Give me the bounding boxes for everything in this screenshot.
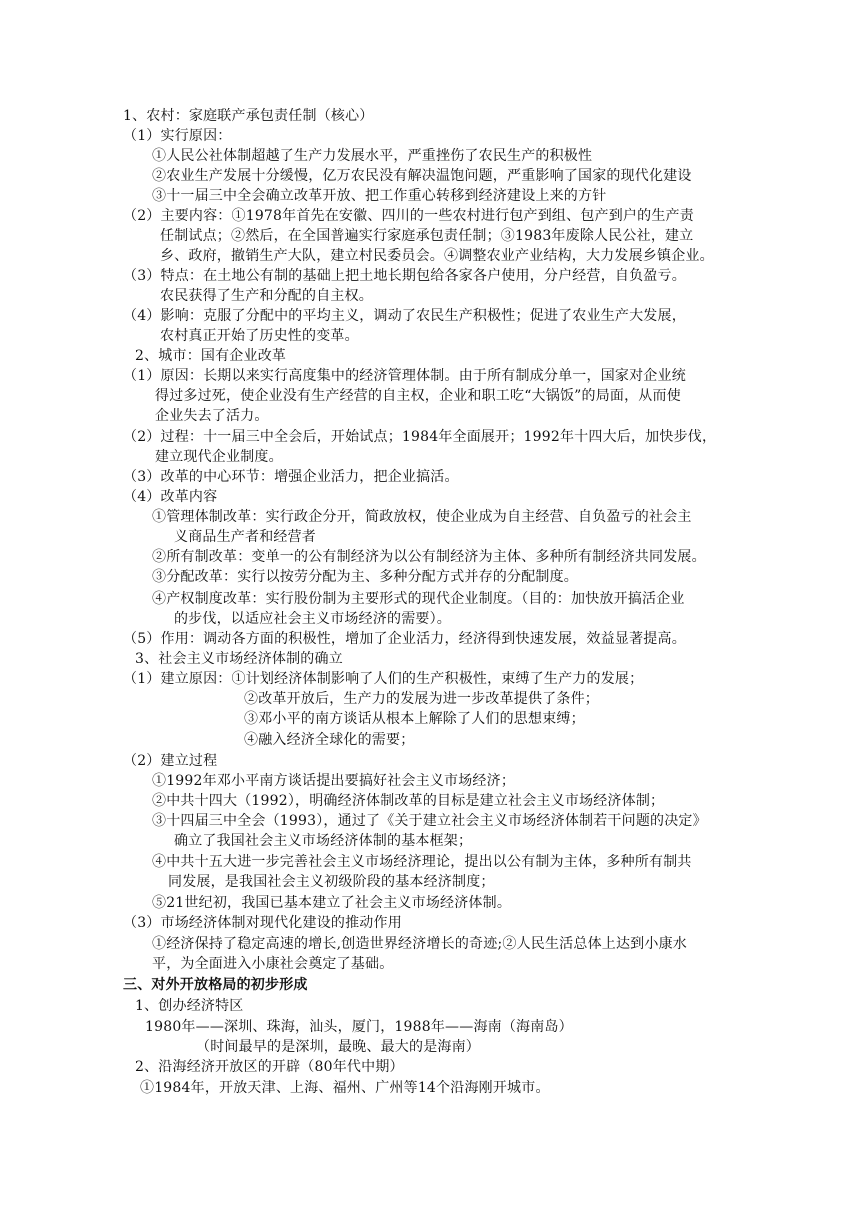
paragraph-line: 1980年——深圳、珠海，汕头，厦门，1988年——海南（海南岛） (145, 1019, 573, 1035)
list-item: ①经济保持了稳定高速的增长,创造世界经济增长的奇迹;②人民生活总体上达到小康水 (152, 936, 687, 952)
list-item: ④产权制度改革：实行股份制为主要形式的现代企业制度。（目的：加快放开搞活企业 (152, 591, 685, 607)
section-heading: 2、城市：国有企业改革 (135, 348, 287, 364)
list-item: ②改革开放后，生产力的发展为进一步改革提供了条件； (244, 691, 599, 707)
list-item-continuation: 的步伐，以适应社会主义市场经济的需要）。 (174, 611, 451, 627)
subheading: （4）改革内容 (123, 489, 218, 505)
subheading: （2）建立过程 (123, 753, 218, 769)
list-item-continuation: 同发展，是我国社会主义初级阶段的基本经济制度； (168, 874, 495, 890)
list-item: ①管理体制改革：实行政企分开，简政放权，使企业成为自主经营、自负盈亏的社会主 (152, 509, 692, 525)
paragraph-line: 任制试点；②然后，在全国普遍实行家庭承包责任制；③1983年废除人民公社，建立 (160, 228, 694, 244)
subheading: （1）实行原因： (123, 128, 232, 144)
paragraph-line: （4）影响：克服了分配中的平均主义，调动了农民生产积极性；促进了农业生产大发展， (123, 308, 686, 324)
paragraph-line: （时间最早的是深圳，最晚、最大的是海南） (196, 1039, 480, 1055)
list-item: ③邓小平的南方谈话从根本上解除了人们的思想束缚； (244, 711, 585, 727)
list-item: ②所有制改革：变单一的公有制经济为以公有制经济为主体、多种所有制经济共同发展。 (152, 549, 706, 565)
section-heading: 1、农村：家庭联产承包责任制（核心） (123, 108, 374, 124)
subheading: （3）市场经济体制对现代化建设的推动作用 (123, 915, 402, 931)
section-heading: 1、创办经济特区 (135, 998, 244, 1014)
chapter-heading: 三、对外开放格局的初步形成 (123, 977, 308, 993)
paragraph-line: 企业失去了活力。 (155, 408, 269, 424)
list-item: ①1992年邓小平南方谈话提出要搞好社会主义市场经济； (152, 773, 516, 789)
list-item-continuation: 平，为全面进入小康社会奠定了基础。 (152, 956, 394, 972)
paragraph-line: （1）建立原因：①计划经济体制影响了人们的生产积极性，束缚了生产力的发展； (123, 671, 644, 687)
paragraph-line: （1）原因：长期以来实行高度集中的经济管理体制。由于所有制成分单一，国家对企业统 (123, 368, 686, 384)
paragraph-line: （3）特点：在土地公有制的基础上把土地长期包给各家各户使用，分户经营，自负盈亏。 (123, 268, 686, 284)
paragraph-line: 得过多过死，使企业没有生产经营的自主权，企业和职工吃“大锅饭”的局面，从而使 (155, 388, 681, 404)
list-item: ③十一届三中全会确立改革开放、把工作重心转移到经济建设上来的方针 (152, 188, 607, 204)
list-item: ③分配改革：实行以按劳分配为主、多种分配方式并存的分配制度。 (152, 569, 578, 585)
list-item: ⑤21世纪初，我国已基本建立了社会主义市场经济体制。 (152, 895, 512, 911)
list-item: ①人民公社体制超越了生产力发展水平，严重挫伤了农民生产的积极性 (152, 148, 593, 164)
list-item: ④融入经济全球化的需要； (244, 732, 415, 748)
paragraph-line: （5）作用：调动各方面的积极性，增加了企业活力，经济得到快速发展，效益显著提高。 (123, 631, 686, 647)
paragraph-line: 农民获得了生产和分配的自主权。 (160, 288, 373, 304)
section-heading: 2、沿海经济开放区的开辟（80年代中期） (135, 1059, 404, 1075)
list-item: ②中共十四大（1992），明确经济体制改革的目标是建立社会主义市场经济体制； (152, 793, 665, 809)
list-item-continuation: 确立了我国社会主义市场经济体制的基本框架； (174, 833, 473, 849)
paragraph-line: （3）改革的中心环节：增强企业活力，把企业搞活。 (123, 469, 459, 485)
paragraph-line: （2）主要内容：①1978年首先在安徽、四川的一些农村进行包产到组、包产到户的生产责 (123, 208, 694, 224)
list-item-continuation: 义商品生产者和经营者 (174, 529, 316, 545)
paragraph-line: 乡、政府，撤销生产大队，建立村民委员会。④调整农业产业结构，大力发展乡镇企业。 (160, 248, 714, 264)
list-item: ③十四届三中全会（1993），通过了《关于建立社会主义市场经济体制若干问题的决定》 (152, 813, 707, 829)
list-item: ②农业生产发展十分缓慢，亿万农民没有解决温饱问题，严重影响了国家的现代化建设 (152, 168, 692, 184)
section-heading: 3、社会主义市场经济体制的确立 (135, 651, 343, 667)
paragraph-line: 农村真正开始了历史性的变革。 (160, 328, 359, 344)
paragraph-line: （2）过程：十一届三中全会后，开始试点；1984年全面展开；1992年十四大后，加快步伐， (123, 429, 717, 445)
paragraph-line: 建立现代企业制度。 (155, 449, 283, 465)
list-item: ①1984年，开放天津、上海、福州、广州等14个沿海刚开城市。 (140, 1080, 550, 1096)
list-item: ④中共十五大进一步完善社会主义市场经济理论，提出以公有制为主体，多种所有制共 (152, 854, 692, 870)
